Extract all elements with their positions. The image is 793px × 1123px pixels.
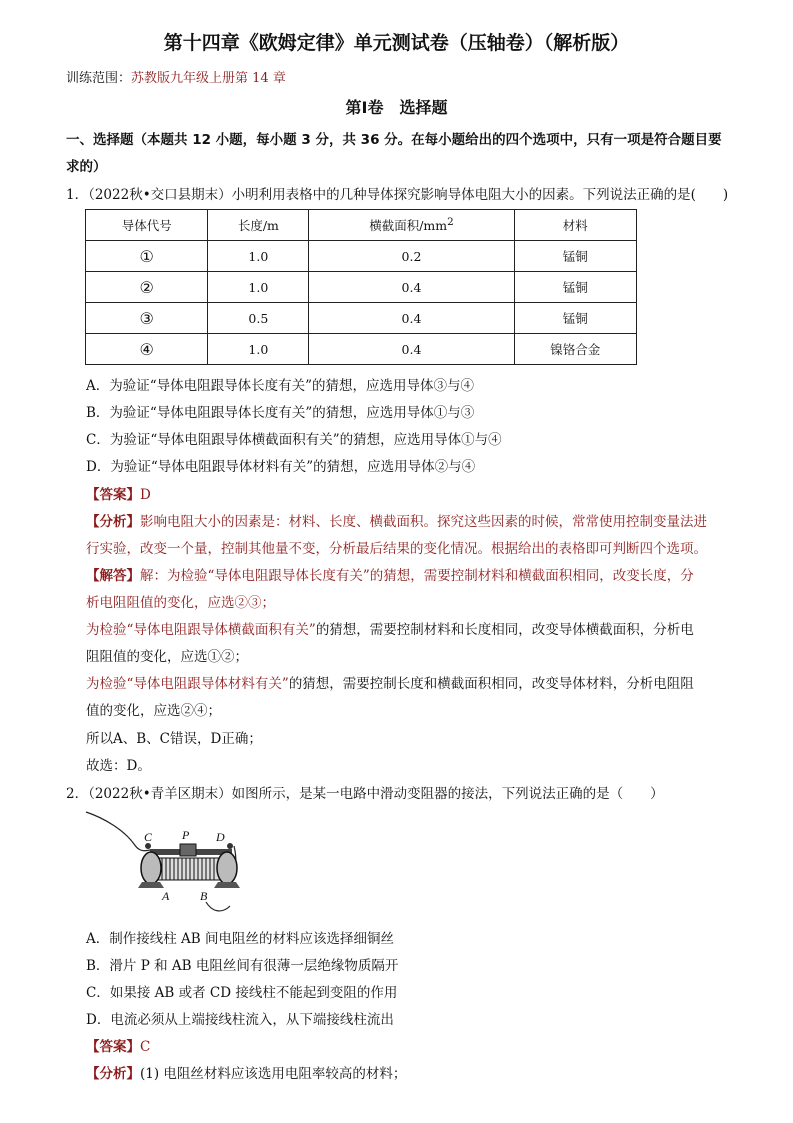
question-1-solution-line4: 阻阻值的变化，应选①②；: [86, 649, 248, 665]
question-1-option-c: C．为验证“导体电阻跟导体横截面积有关”的猜想，应选用导体①与④: [86, 432, 502, 448]
question-1-option-d: D．为验证“导体电阻跟导体材料有关”的猜想，应选用导体②与④: [86, 459, 476, 475]
connecting-wire: [206, 902, 230, 911]
label-d: D: [216, 830, 225, 844]
table-cell: 1.0: [208, 334, 309, 365]
answer-tag: 【答案】: [86, 487, 140, 503]
question-1-solution-line3: [86, 618, 694, 638]
question-1-analysis-line2: 行实验，改变一个量，控制其他量不变，分析最后结果的变化情况。根据给出的表格即可判断四个选项。: [86, 541, 707, 557]
question-1-solution-line1: [86, 564, 694, 584]
left-end-bracket: [141, 852, 161, 884]
table-cell: 1.0: [208, 272, 309, 303]
question-2-option-c: C．如果接 AB 或者 CD 接线柱不能起到变阻的作用: [86, 985, 398, 1001]
table-header-cell: 长度/m: [208, 210, 309, 241]
analysis-text: 影响电阻大小的因素是：材料、长度、横截面积。探究这些因素的时候，常常使用控制变量法进: [140, 514, 707, 530]
table-cell: 锰铜: [514, 303, 636, 334]
analysis-text: (1) 电阻丝材料应该选用电阻率较高的材料；: [140, 1066, 407, 1082]
training-scope: [66, 67, 286, 86]
solution-tag: 【解答】: [86, 568, 140, 584]
table-row: [86, 272, 637, 303]
table-row: [86, 241, 637, 272]
answer-tag: 【答案】: [86, 1039, 140, 1055]
question-2-answer: [86, 1035, 150, 1055]
question-2-option-a: A．制作接线柱 AB 间电阻丝的材料应该选择细铜丝: [86, 931, 395, 947]
analysis-tag: 【分析】: [86, 1066, 140, 1082]
analysis-tag: 【分析】: [86, 514, 140, 530]
table-cell: 0.4: [309, 272, 514, 303]
right-base: [214, 882, 240, 888]
slider-p: [180, 844, 196, 856]
question-1-answer: [86, 483, 151, 503]
part-instructions-line2: 求的）: [66, 159, 107, 175]
resistance-coil: [158, 858, 220, 880]
conductor-table: [85, 209, 637, 365]
answer-value: C: [140, 1039, 151, 1055]
answer-value: D: [140, 487, 151, 503]
table-header-cell: [309, 210, 514, 241]
terminal-d: [227, 843, 233, 849]
solution-text: 的猜想，需要控制长度和横截面积相同，改变导体材料，分析电阻阻: [288, 676, 694, 692]
page-title: 第十四章《欧姆定律》单元测试卷（压轴卷）（解析版）: [163, 32, 630, 54]
table-cell: 0.5: [208, 303, 309, 334]
table-cell: ④: [86, 334, 208, 365]
training-scope-label: 训练范围：: [66, 71, 132, 86]
label-p: P: [182, 828, 190, 842]
header-area-superscript: 2: [447, 215, 454, 228]
question-1-option-b: B．为验证“导体电阻跟导体长度有关”的猜想，应选用导体①与③: [86, 405, 475, 421]
table-cell: 0.4: [309, 303, 514, 334]
question-2-analysis-line1: [86, 1062, 406, 1082]
solution-text: 解：为检验“导体电阻跟导体长度有关”的猜想，需要控制材料和横截面积相同，改变长度，分: [140, 568, 694, 584]
question-2-stem: 2．（2022秋•青羊区期末）如图所示，是某一电路中滑动变阻器的接法，下列说法正确的是（ ）: [66, 786, 664, 802]
connecting-wire: [86, 812, 150, 851]
table-cell: 锰铜: [514, 241, 636, 272]
table-cell: 1.0: [208, 241, 309, 272]
table-header-cell: 材料: [514, 210, 636, 241]
section-title: 第Ⅰ卷 选择题: [345, 98, 448, 117]
question-1-solution-line2: 析电阻阻值的变化，应选②③；: [86, 595, 275, 611]
question-1-solution-line7: 所以A、B、C错误，D正确；: [86, 731, 262, 747]
question-1-analysis-line1: [86, 510, 707, 530]
table-cell: 0.2: [309, 241, 514, 272]
table-cell: ②: [86, 272, 208, 303]
rheostat-figure: [84, 808, 244, 918]
header-area-text: 横截面积/mm: [369, 218, 448, 234]
part-instructions-line1: 一、选择题（本题共 12 小题，每小题 3 分，共 36 分。在每小题给出的四个选项中，只有一项是符合题目要: [66, 132, 722, 148]
table-cell: 镍铬合金: [514, 334, 636, 365]
label-b: B: [200, 889, 208, 903]
table-row: [86, 334, 637, 365]
table-cell: ①: [86, 241, 208, 272]
left-base: [138, 882, 164, 888]
table-cell: ③: [86, 303, 208, 334]
question-2-option-b: B．滑片 P 和 AB 电阻丝间有很薄一层绝缘物质隔开: [86, 958, 399, 974]
question-1-solution-line8: 故选：D。: [86, 758, 151, 774]
table-header-row: [86, 210, 637, 241]
question-2-option-d: D．电流必须从上端接线柱流入，从下端接线柱流出: [86, 1012, 394, 1028]
right-end-bracket: [217, 852, 237, 884]
solution-highlight: 为检验“导体电阻跟导体横截面积有关”: [86, 622, 316, 638]
question-1-solution-line5: [86, 672, 694, 692]
table-header-cell: 导体代号: [86, 210, 208, 241]
table-row: [86, 303, 637, 334]
label-c: C: [144, 830, 153, 844]
question-1-solution-line6: 值的变化，应选②④；: [86, 703, 221, 719]
solution-highlight: 为检验“导体电阻跟导体材料有关”: [86, 676, 289, 692]
question-1-option-a: A．为验证“导体电阻跟导体长度有关”的猜想，应选用导体③与④: [86, 378, 475, 394]
question-1-stem: 1．（2022秋•交口县期末）小明利用表格中的几种导体探究影响导体电阻大小的因素。下列说法正确的是( ): [66, 187, 729, 203]
solution-text: 的猜想，需要控制材料和长度相同，改变导体横截面积，分析电: [315, 622, 694, 638]
training-scope-value: 苏教版九年级上册第 14 章: [131, 71, 286, 86]
table-cell: 锰铜: [514, 272, 636, 303]
table-cell: 0.4: [309, 334, 514, 365]
label-a: A: [162, 889, 170, 903]
